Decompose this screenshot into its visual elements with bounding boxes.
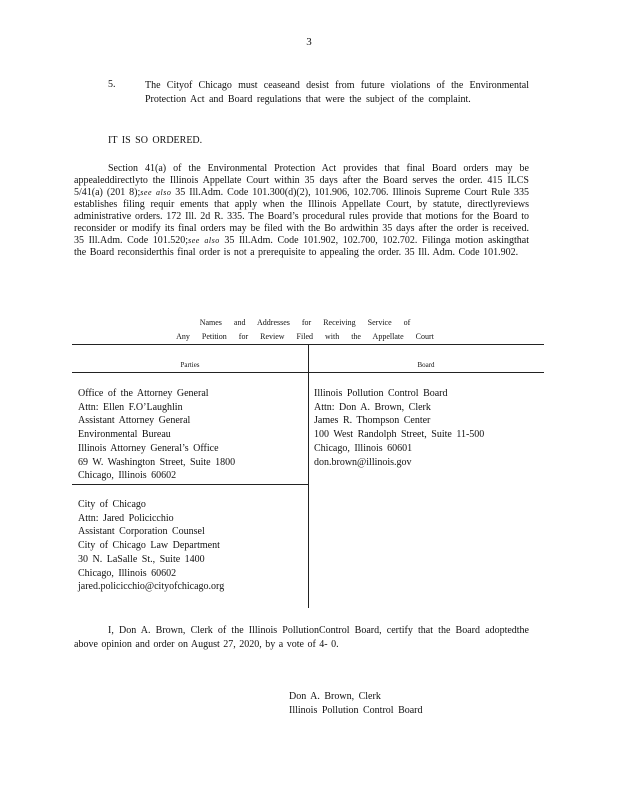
appeal-text-part-3: 35 Ill.Adm. Code 101.902, 102.700, 102.702. Filinga motion askingthat the Board reconsiderthis final order is not a prerequisite to appealing the order. 35 Ill. Adm. Code 101.902. bbox=[74, 235, 529, 258]
order-item-number: 5. bbox=[108, 79, 116, 90]
appeal-text-part-2: 35 Ill.Adm. Code 101.300(d)(2), 101.906, 102.706. Illinois Supreme Court Rule 335 establishes filing requir ements that apply when the Illinois Appellate Court, by statute, directlyreviews administrative orders. 172 Ill. 2d R. 335. The Board’s procedural rules provide that motions for the Board to reconsider or modify its final orders may be filed with the Bo ardwithin 35 days after the order is received. 35 Ill.Adm. Code 101.520; bbox=[74, 187, 529, 246]
clerk-certification: I, Don A. Brown, Clerk of the Illinois PollutionControl Board, certify that the Board adoptedthe above opinion and order on August 27, 2020, by a vote of 4- 0. bbox=[74, 625, 529, 650]
board-column-header: Board bbox=[417, 361, 435, 369]
order-item-text: The Cityof Chicago must ceaseand desist from future violations of the Environmental Protection Act and Board regulations that were the subject of the complaint. bbox=[145, 80, 529, 105]
party-attorney-general-address: Office of the Attorney General Attn: Ellen F.O’Laughlin Assistant Attorney General Environmental Bureau Illinois Attorney General’s Office 69 W. Washington Street, Suite 1800 Chicago, Illinois 60602 bbox=[78, 388, 236, 482]
party-city-of-chicago-address: City of Chicago Attn: Jared Policicchio Assistant Corporation Counsel City of Chicago Law Department 30 N. LaSalle St., Suite 1400 Chicago, Illinois 60602 jared.policicchio@cityofchicago.org bbox=[78, 499, 225, 593]
service-table-title-line-1: Names and Addresses for Receiving Service of bbox=[199, 318, 411, 327]
appeal-rights-paragraph bbox=[74, 163, 529, 259]
service-table-title-line-2: Any Petition for Review Filed with the Appellate Court bbox=[176, 332, 434, 341]
parties-column-header: Parties bbox=[180, 361, 200, 369]
signature-name: Don A. Brown, Clerk bbox=[289, 691, 381, 702]
table-column-divider bbox=[308, 344, 309, 608]
parties-separator-rule bbox=[72, 484, 308, 485]
signature-organization: Illinois Pollution Control Board bbox=[289, 705, 423, 716]
service-table-title bbox=[150, 316, 460, 344]
appeal-text-part-1: Section 41(a) of the Environmental Protection Act provides that final Board orders may be appealeddirectlyto the Illinois Appellate Court within 35 days after the Board serves the order. 415 ILCS 5/41(a) (201 8); bbox=[74, 163, 529, 198]
signature-block bbox=[289, 690, 423, 718]
see-also-citation-2: see also bbox=[188, 236, 220, 245]
see-also-citation-1: see also bbox=[140, 188, 172, 197]
board-clerk-address: Illinois Pollution Control Board Attn: Don A. Brown, Clerk James R. Thompson Center 100 West Randolph Street, Suite 11-500 Chicago, Illinois 60601 don.brown@illinois.gov bbox=[314, 388, 485, 468]
table-header-rule bbox=[72, 372, 544, 373]
so-ordered-statement: IT IS SO ORDERED. bbox=[108, 135, 203, 146]
page-number: 3 bbox=[306, 36, 312, 48]
